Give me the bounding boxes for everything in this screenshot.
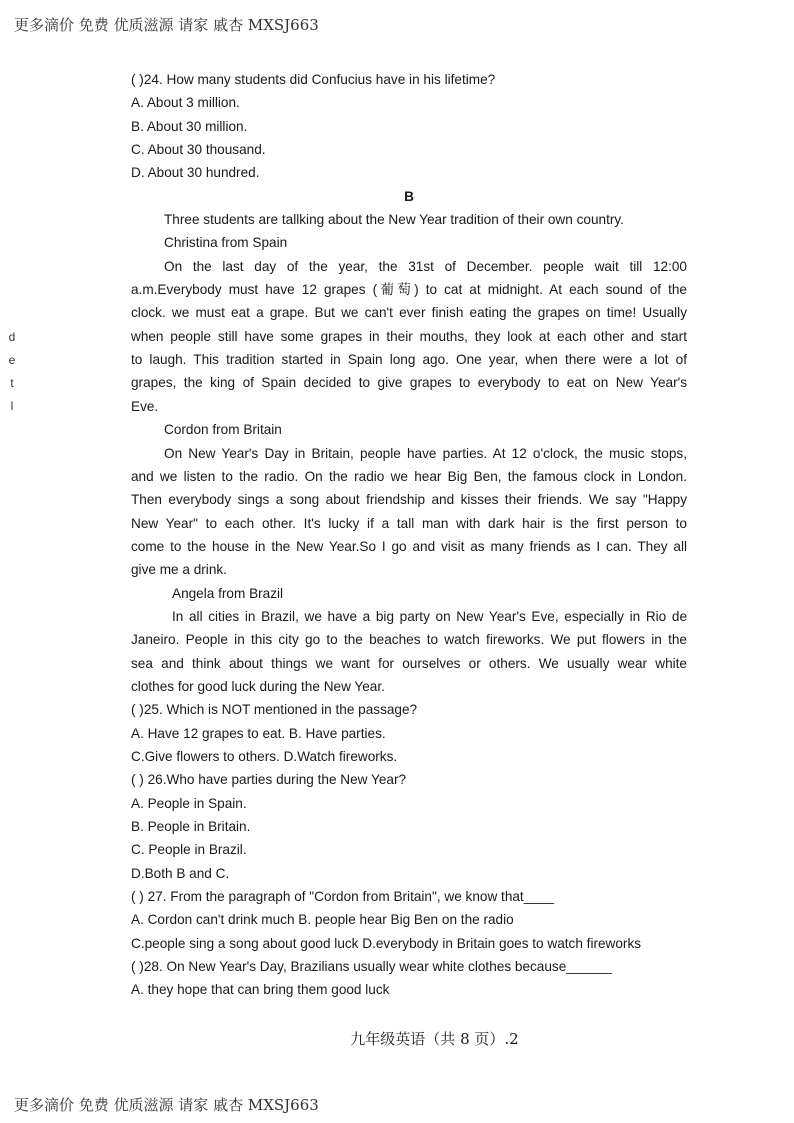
paragraph-line: sea and think about things we want for ourselves or others. We usually wear white [131, 655, 687, 671]
question-25-stem: ( )25. Which is NOT mentioned in the passage? [131, 702, 418, 718]
paragraph-line: In all cities in Brazil, we have a big party on New Year's Eve, especially in Rio de [172, 608, 687, 624]
question-28-option-a: A. they hope that can bring them good luck [131, 982, 390, 998]
margin-letter: d [8, 330, 16, 344]
question-26-option-d: D.Both B and C. [131, 865, 230, 881]
question-25-options-ab: A. Have 12 grapes to eat. B. Have parties. [131, 725, 386, 741]
question-26-option-b: B. People in Britain. [131, 819, 251, 834]
margin-letter: t [10, 376, 14, 390]
cordon-title: Cordon from Britain [164, 422, 282, 438]
section-intro: Three students are tallking about the New Year tradition of their own country. [164, 212, 624, 228]
watermark-top: 更多滴价 免费 优质滋源 请家 戚杏 MXSJ663 [14, 16, 319, 34]
christina-title: Christina from Spain [164, 235, 288, 251]
question-25-options-cd: C.Give flowers to others. D.Watch fireworks. [131, 748, 398, 764]
angela-paragraph [131, 605, 687, 698]
cordon-paragraph [131, 442, 687, 582]
question-24-option-c: C. About 30 thousand. [131, 142, 266, 158]
paragraph-line: a.m.Everybody must have 12 grapes (葡萄) to cat at midnight. At each sound of the [131, 282, 687, 298]
paragraph-line: grapes, the king of Spain decided to give grapes to everybody to eat on New Year's [131, 375, 687, 391]
paragraph-line: On the last day of the year, the 31st of December. people wait till 12:00 [164, 258, 687, 274]
paragraph-line: and we listen to the radio. On the radio we hear Big Ben, the famous clock in London. [131, 468, 687, 484]
question-24-option-d: D. About 30 hundred. [131, 165, 260, 181]
paragraph-line: New Year" to each other. It's lucky if a tall man with dark hair is the first person to [131, 515, 687, 531]
question-26-option-c: C. People in Brazil. [131, 842, 247, 858]
angela-title: Angela from Brazil [172, 585, 284, 601]
paragraph-line: Then everybody sings a song about friendship and kisses their friends. We say "Happy [131, 492, 687, 508]
question-27-options-ab: A. Cordon can't drink much B. people hear Big Ben on the radio [131, 912, 514, 928]
paragraph-line: come to the house in the New Year.So I go and visit as many friends as I can. They all [131, 538, 687, 554]
paragraph-line: On New Year's Day in Britain, people have parties. At 12 o'clock, the music stops, [164, 445, 687, 461]
paragraph-line: to laugh. This tradition started in Spain long ago. One year, when there were a lot of [131, 352, 687, 368]
page-content [131, 68, 687, 1002]
section-heading: B [404, 188, 414, 204]
paragraph-line: when people still have some grapes in their mouths, they look at each other and start [131, 328, 687, 344]
question-27-stem: ( ) 27. From the paragraph of "Cordon from Britain", we know that____ [131, 889, 554, 905]
question-24-stem: ( )24. How many students did Confucius have in his lifetime? [131, 72, 496, 87]
question-28-stem: ( )28. On New Year's Day, Brazilians usually wear white clothes because______ [131, 959, 612, 975]
margin-letter: l [10, 399, 14, 413]
paragraph-line: clothes for good luck during the New Year. [131, 678, 385, 694]
question-24-option-b: B. About 30 million. [131, 118, 248, 134]
margin-letters [7, 326, 17, 418]
christina-paragraph [131, 255, 687, 418]
paragraph-line: Eve. [131, 398, 159, 414]
page-footer [0, 1028, 794, 1049]
question-24-option-a: A. About 3 million. [131, 95, 240, 111]
paragraph-line: clock. we must eat a grape. But we can't ever finish eating the grapes on time! Usually [131, 305, 687, 321]
margin-letter: e [8, 353, 16, 367]
question-26-option-a: A. People in Spain. [131, 795, 247, 811]
page-number: 九年级英语（共 8 页）.2 [350, 1030, 519, 1048]
paragraph-line: Janeiro. People in this city go to the beaches to watch fireworks. We put flowers in the [131, 632, 687, 648]
paragraph-line: give me a drink. [131, 562, 227, 578]
question-26-stem: ( ) 26.Who have parties during the New Year? [131, 772, 407, 788]
question-27-options-cd: C.people sing a song about good luck D.everybody in Britain goes to watch fireworks [131, 935, 642, 951]
watermark-bottom: 更多滴价 免费 优质滋源 请家 戚杏 MXSJ663 [14, 1096, 319, 1114]
